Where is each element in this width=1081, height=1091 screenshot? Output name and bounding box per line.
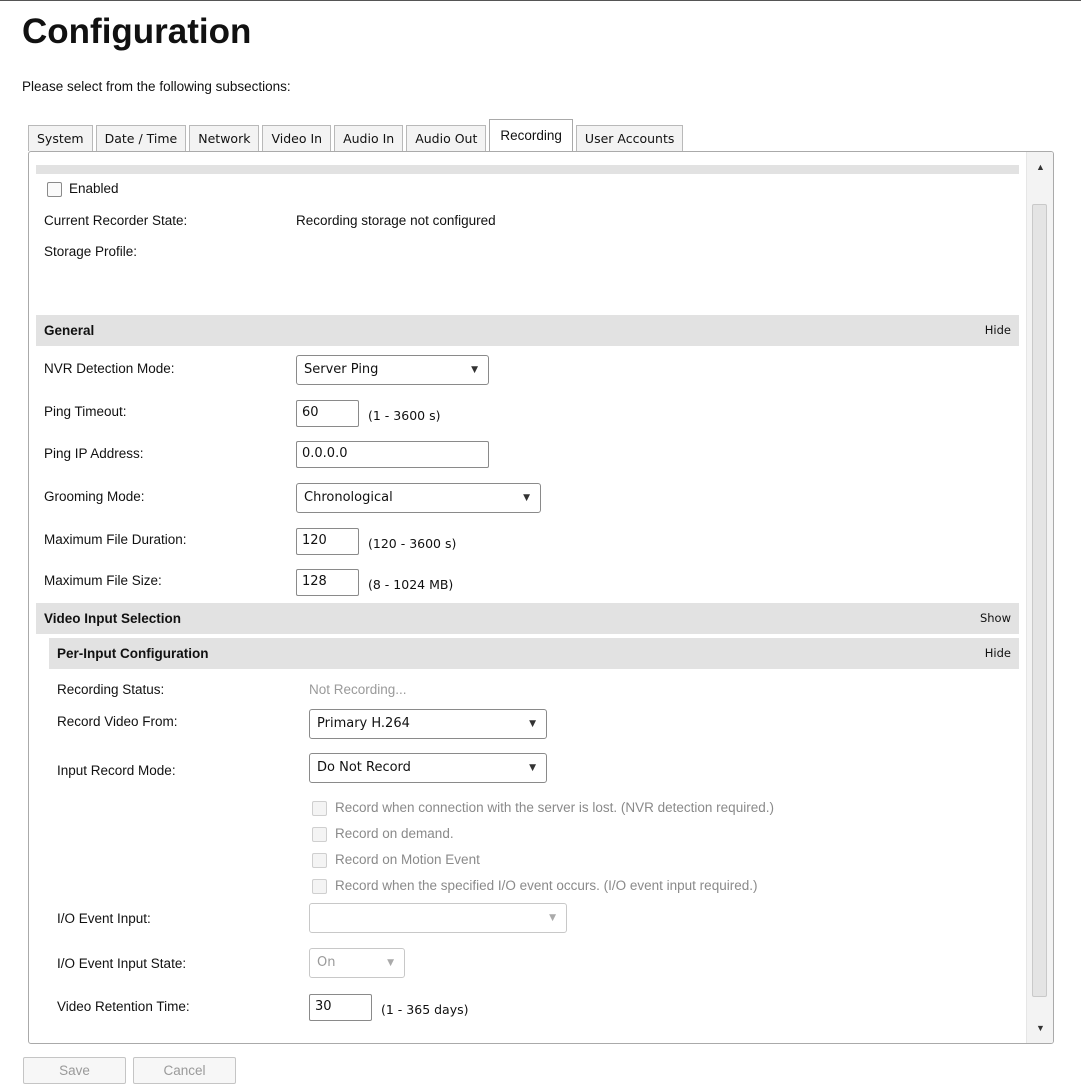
panel-header-bar <box>36 165 1019 174</box>
video-input-selection-show-toggle[interactable]: Show <box>979 611 1011 625</box>
video-retention-time-hint: (1 - 365 days) <box>381 1002 469 1017</box>
io-event-input-state-value: On <box>317 955 336 970</box>
ping-ip-address-label: Ping IP Address: <box>44 446 144 461</box>
chevron-down-icon: ▼ <box>549 913 556 923</box>
scrollbar-thumb[interactable] <box>1032 204 1047 997</box>
record-on-connection-lost-label: Record when connection with the server is lost. (NVR detection required.) <box>335 800 774 815</box>
record-video-from-label: Record Video From: <box>57 714 178 729</box>
max-file-size-label: Maximum File Size: <box>44 573 162 588</box>
max-file-duration-input[interactable]: 120 <box>296 528 359 555</box>
tab-bar <box>28 118 686 151</box>
grooming-mode-select[interactable] <box>296 483 541 513</box>
ping-ip-address-input[interactable]: 0.0.0.0 <box>296 441 489 468</box>
general-hide-toggle[interactable]: Hide <box>984 323 1011 337</box>
input-record-mode-select[interactable] <box>309 753 547 783</box>
record-on-motion-event-checkbox[interactable] <box>312 853 327 868</box>
general-section-title: General <box>44 323 95 338</box>
record-on-connection-lost-checkbox[interactable] <box>312 801 327 816</box>
per-input-configuration-title: Per-Input Configuration <box>57 646 209 661</box>
nvr-detection-mode-value: Server Ping <box>304 362 379 377</box>
recording-status-value: Not Recording... <box>309 682 407 697</box>
per-input-configuration-header <box>49 638 1019 669</box>
grooming-mode-label: Grooming Mode: <box>44 489 145 504</box>
general-section-header <box>36 315 1019 346</box>
ping-timeout-input[interactable]: 60 <box>296 400 359 427</box>
storage-profile-label: Storage Profile: <box>44 244 138 259</box>
video-retention-time-label: Video Retention Time: <box>57 999 190 1014</box>
io-event-input-state-label: I/O Event Input State: <box>57 956 187 971</box>
tab-user-accounts[interactable]: User Accounts <box>576 125 683 151</box>
tab-network[interactable]: Network <box>189 125 259 151</box>
video-retention-time-input[interactable]: 30 <box>309 994 372 1021</box>
grooming-mode-value: Chronological <box>304 490 393 505</box>
record-on-io-event-label: Record when the specified I/O event occurs. (I/O event input required.) <box>335 878 758 893</box>
tab-system[interactable]: System <box>28 125 93 151</box>
page-subtitle: Please select from the following subsections: <box>22 79 291 94</box>
chevron-down-icon: ▼ <box>529 719 536 729</box>
vertical-scrollbar[interactable] <box>1026 152 1054 1043</box>
max-file-duration-label: Maximum File Duration: <box>44 532 187 547</box>
tab-audio-in[interactable]: Audio In <box>334 125 403 151</box>
recording-content <box>29 152 1026 1044</box>
chevron-down-icon: ▼ <box>387 958 394 968</box>
tab-audio-out[interactable]: Audio Out <box>406 125 486 151</box>
record-video-from-select[interactable] <box>309 709 547 739</box>
per-input-configuration-hide-toggle[interactable]: Hide <box>984 646 1011 660</box>
tab-recording[interactable]: Recording <box>489 119 573 152</box>
max-file-duration-hint: (120 - 3600 s) <box>368 536 457 551</box>
tab-date-time[interactable]: Date / Time <box>96 125 187 151</box>
io-event-input-state-select[interactable] <box>309 948 405 978</box>
record-on-motion-event-label: Record on Motion Event <box>335 852 480 867</box>
cancel-button[interactable]: Cancel <box>133 1057 236 1084</box>
chevron-down-icon: ▼ <box>529 763 536 773</box>
input-record-mode-label: Input Record Mode: <box>57 763 176 778</box>
top-divider <box>0 0 1081 1</box>
max-file-size-input[interactable]: 128 <box>296 569 359 596</box>
tab-video-in[interactable]: Video In <box>262 125 331 151</box>
record-on-io-event-checkbox[interactable] <box>312 879 327 894</box>
enabled-label: Enabled <box>69 181 119 196</box>
recording-panel <box>28 151 1054 1044</box>
chevron-down-icon: ▼ <box>471 365 478 375</box>
io-event-input-select[interactable] <box>309 903 567 933</box>
current-recorder-state-label: Current Recorder State: <box>44 213 188 228</box>
input-record-mode-value: Do Not Record <box>317 760 411 775</box>
save-button[interactable]: Save <box>23 1057 126 1084</box>
video-input-selection-title: Video Input Selection <box>44 611 182 626</box>
video-input-selection-header <box>36 603 1019 634</box>
page-title: Configuration <box>22 12 252 51</box>
record-video-from-value: Primary H.264 <box>317 716 410 731</box>
enabled-checkbox[interactable] <box>47 182 62 197</box>
io-event-input-label: I/O Event Input: <box>57 911 151 926</box>
record-on-demand-label: Record on demand. <box>335 826 454 841</box>
arrow-down-icon[interactable]: ▼ <box>1036 1023 1045 1033</box>
recording-status-label: Recording Status: <box>57 682 165 697</box>
nvr-detection-mode-label: NVR Detection Mode: <box>44 361 175 376</box>
record-on-demand-checkbox[interactable] <box>312 827 327 842</box>
ping-timeout-label: Ping Timeout: <box>44 404 127 419</box>
ping-timeout-hint: (1 - 3600 s) <box>368 408 441 423</box>
chevron-down-icon: ▼ <box>523 493 530 503</box>
arrow-up-icon[interactable]: ▲ <box>1036 162 1045 172</box>
max-file-size-hint: (8 - 1024 MB) <box>368 577 454 592</box>
nvr-detection-mode-select[interactable] <box>296 355 489 385</box>
current-recorder-state-value: Recording storage not configured <box>296 213 496 228</box>
